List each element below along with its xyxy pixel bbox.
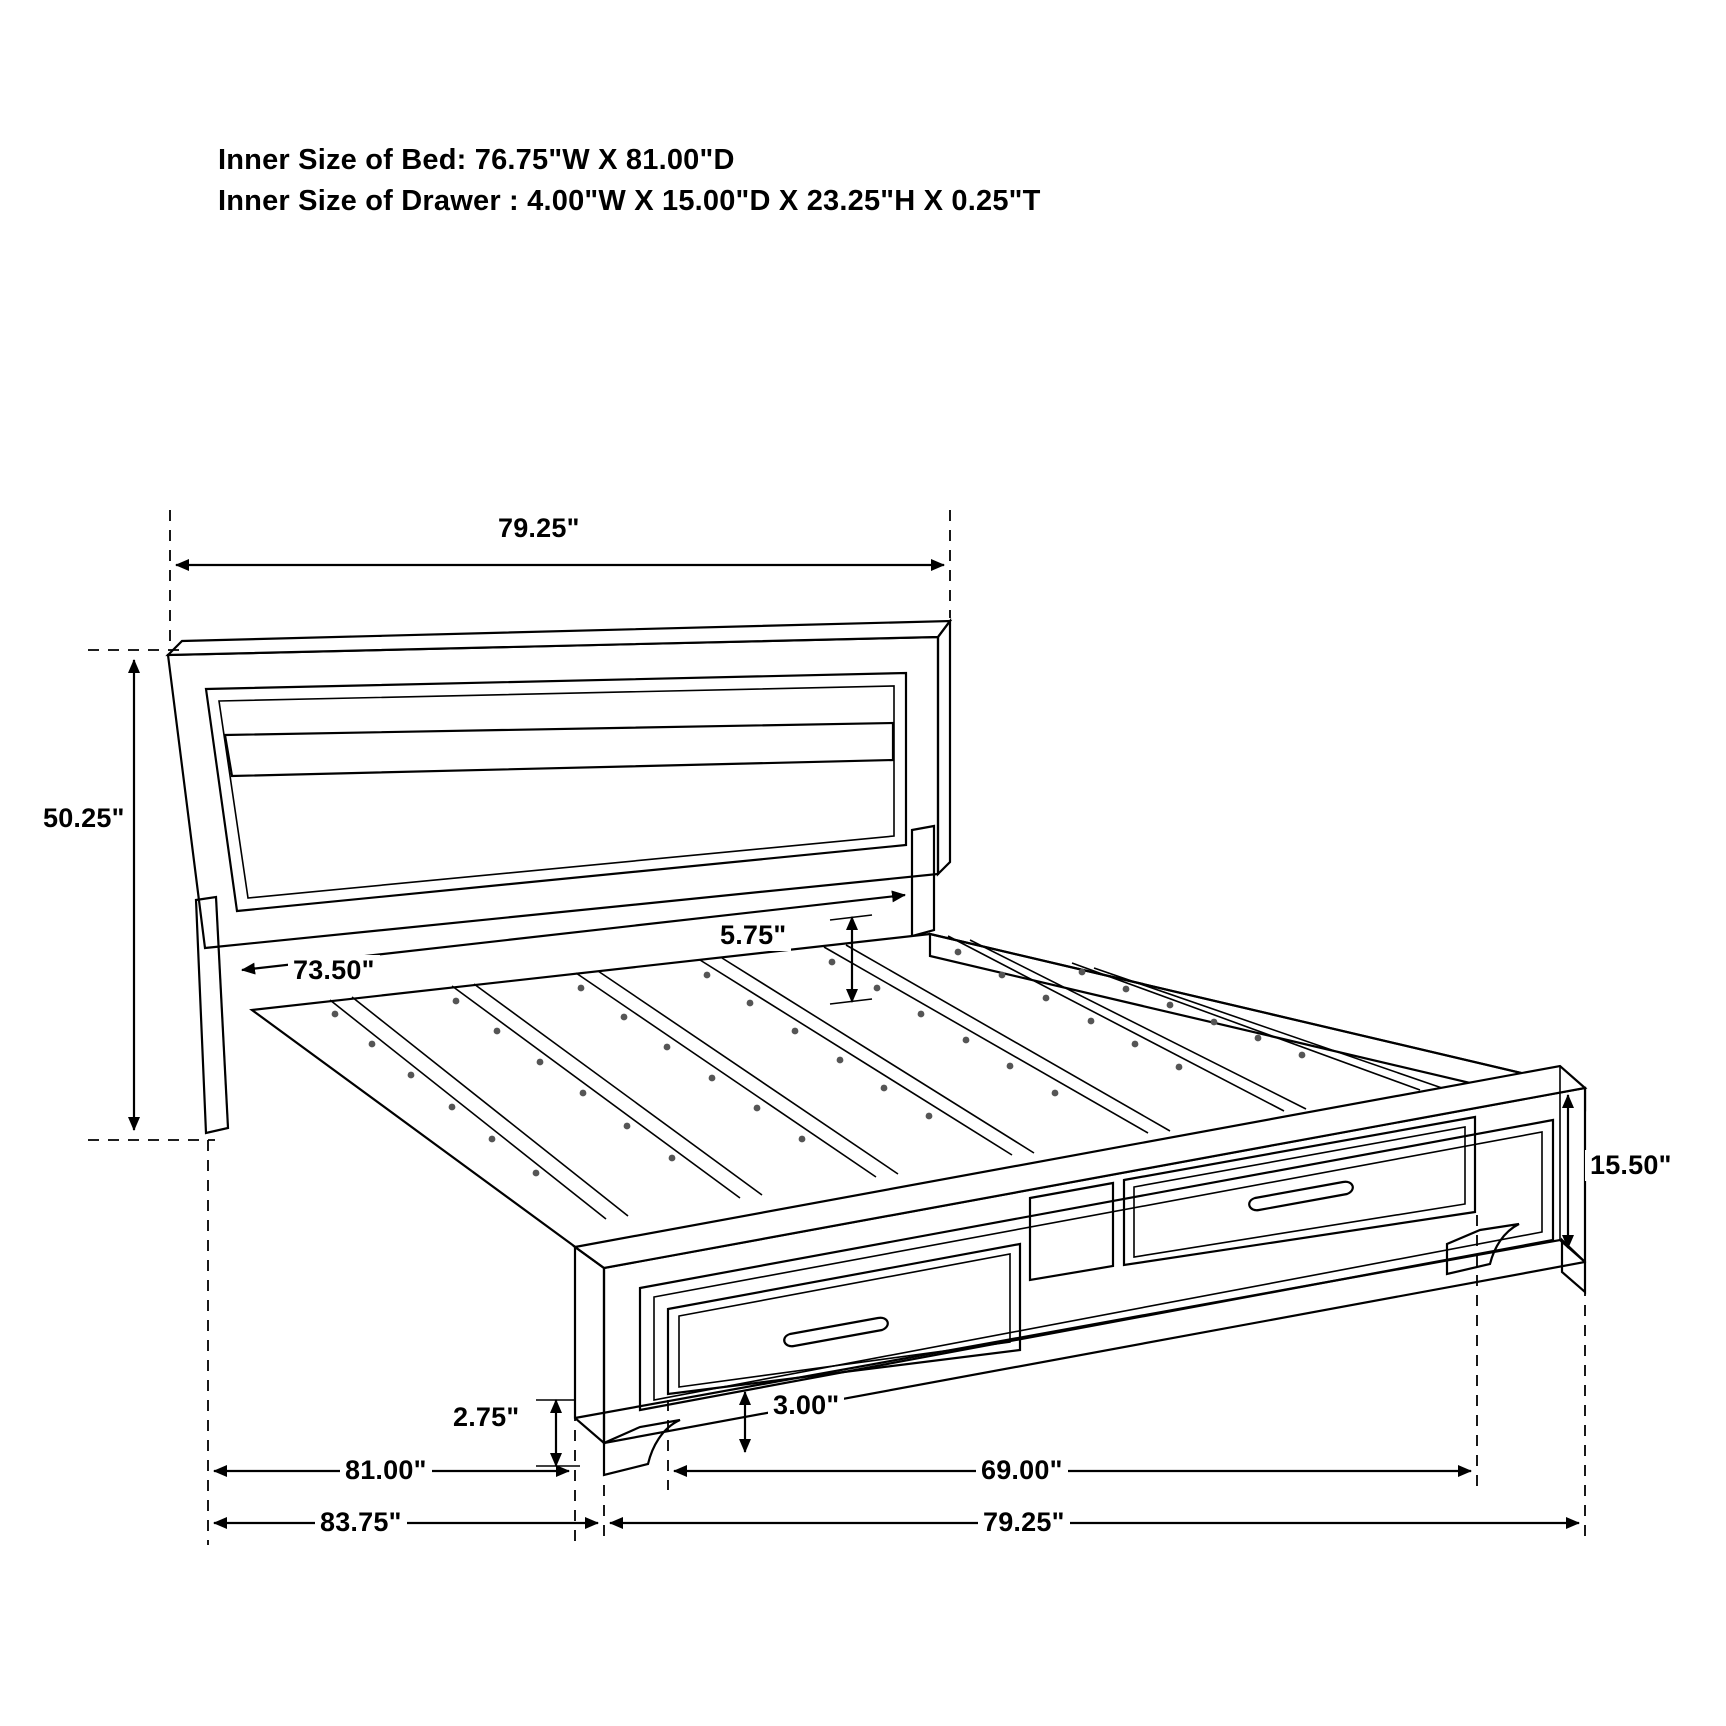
dim-label-50-25: 50.25" [38,803,130,834]
dim-label-5-75: 5.75" [715,920,791,951]
dim-label-73-50: 73.50" [288,955,380,986]
dim-label-3-00: 3.00" [768,1390,844,1421]
dim-label-81-00: 81.00" [340,1455,432,1486]
dim-label-79-25-top: 79.25" [493,513,585,544]
note-line-drawer-inner-size: Inner Size of Drawer : 4.00"W X 15.00"D X 23.25"H X 0.25"T [218,185,1041,218]
dim-label-15-50: 15.50" [1585,1150,1677,1181]
note-line-bed-inner-size: Inner Size of Bed: 76.75"W X 81.00"D [218,144,735,176]
dim-label-83-75: 83.75" [315,1507,407,1538]
dim-label-69-00: 69.00" [976,1455,1068,1486]
dim-label-2-75: 2.75" [448,1402,524,1433]
dim-label-79-25-bottom: 79.25" [978,1507,1070,1538]
